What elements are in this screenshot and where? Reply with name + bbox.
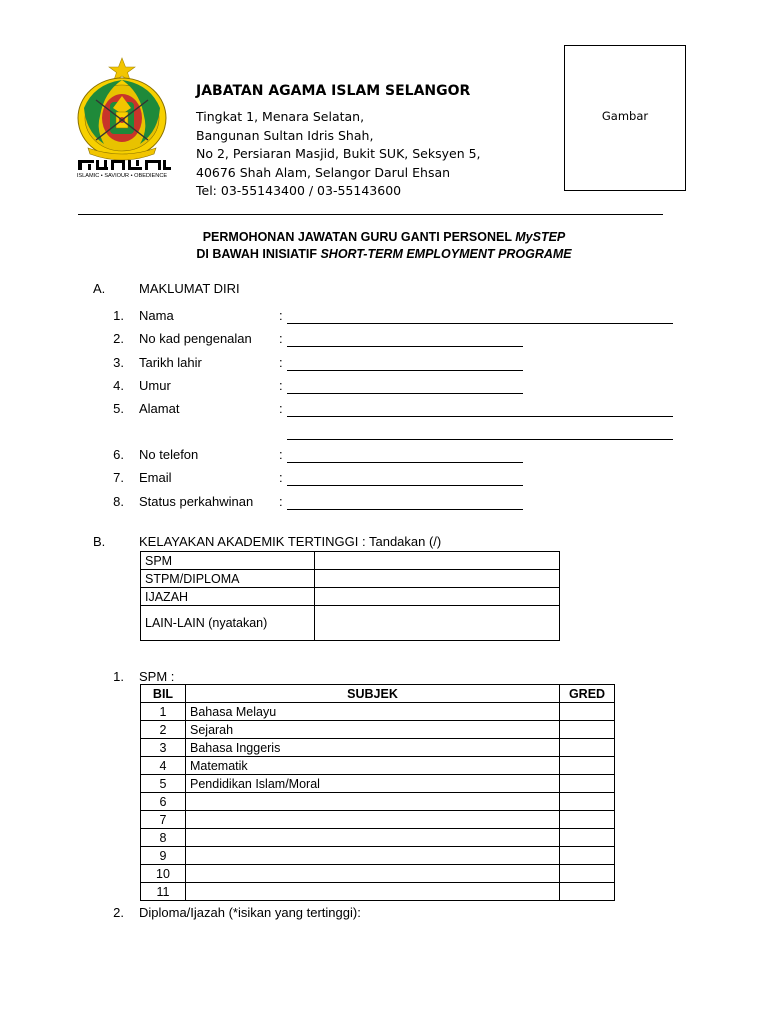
qualification-tick-cell[interactable]	[315, 588, 560, 606]
grade-cell[interactable]	[560, 703, 615, 721]
bil-cell: 6	[141, 793, 186, 811]
colon: :	[279, 494, 283, 509]
address-label: Alamat	[139, 401, 180, 416]
col-header-bil: BIL	[141, 685, 186, 703]
table-row	[141, 883, 615, 901]
qualification-label: STPM/DIPLOMA	[141, 570, 315, 588]
spm-results-table	[140, 684, 615, 901]
table-row	[141, 793, 615, 811]
address-field-line2[interactable]	[287, 439, 673, 440]
colon: :	[279, 447, 283, 462]
item-number: 8.	[113, 494, 124, 509]
item-number: 2.	[113, 905, 124, 920]
bil-cell: 5	[141, 775, 186, 793]
colon: :	[279, 355, 283, 370]
grade-cell[interactable]	[560, 811, 615, 829]
section-a-letter: A.	[93, 281, 106, 296]
table-row	[141, 570, 560, 588]
address-line: No 2, Persiaran Masjid, Bukit SUK, Seksyen 5,	[196, 146, 481, 161]
phone-field[interactable]	[287, 462, 523, 463]
subject-cell: Pendidikan Islam/Moral	[186, 775, 560, 793]
qualification-tick-cell[interactable]	[315, 552, 560, 570]
table-row	[141, 703, 615, 721]
item-number: 4.	[113, 378, 124, 393]
grade-cell[interactable]	[560, 829, 615, 847]
birthdate-label: Tarikh lahir	[139, 355, 202, 370]
form-title-line1	[0, 230, 768, 244]
section-b-letter: B.	[93, 534, 106, 549]
age-label: Umur	[139, 378, 171, 393]
subject-cell[interactable]	[186, 811, 560, 829]
table-row	[141, 552, 560, 570]
address-line: Tingkat 1, Menara Selatan,	[196, 109, 365, 124]
subject-cell: Bahasa Inggeris	[186, 739, 560, 757]
org-name: JABATAN AGAMA ISLAM SELANGOR	[196, 83, 471, 99]
table-row	[141, 606, 560, 641]
phone-label: No telefon	[139, 447, 199, 462]
table-row	[141, 865, 615, 883]
grade-cell[interactable]	[560, 757, 615, 775]
bil-cell: 1	[141, 703, 186, 721]
table-header-row	[141, 685, 615, 703]
grade-cell[interactable]	[560, 793, 615, 811]
address-block	[196, 108, 481, 201]
colon: :	[279, 378, 283, 393]
bil-cell: 9	[141, 847, 186, 865]
title-line2-text: DI BAWAH INISIATIF	[196, 247, 321, 261]
marital-status-label: Status perkahwinan	[139, 494, 254, 509]
photo-box[interactable]	[564, 45, 686, 191]
marital-status-field[interactable]	[287, 509, 523, 510]
grade-cell[interactable]	[560, 775, 615, 793]
subject-cell[interactable]	[186, 865, 560, 883]
address-line: 40676 Shah Alam, Selangor Darul Ehsan	[196, 164, 451, 180]
grade-cell[interactable]	[560, 739, 615, 757]
qualification-table	[140, 551, 560, 641]
table-row	[141, 775, 615, 793]
colon: :	[279, 308, 283, 323]
title-line1-italic: MySTEP	[515, 230, 566, 244]
subject-cell: Matematik	[186, 757, 560, 775]
colon: :	[279, 401, 283, 416]
table-row	[141, 847, 615, 865]
colon: :	[279, 331, 283, 346]
address-field-line1[interactable]	[287, 416, 673, 417]
title-line2-italic: SHORT-TERM EMPLOYMENT PROGRAME	[320, 247, 572, 261]
table-row	[141, 588, 560, 606]
qualification-tick-cell[interactable]	[315, 606, 560, 641]
grade-cell[interactable]	[560, 847, 615, 865]
subject-cell[interactable]	[186, 883, 560, 901]
bil-cell: 7	[141, 811, 186, 829]
item-number: 7.	[113, 470, 124, 485]
bil-cell: 10	[141, 865, 186, 883]
age-field[interactable]	[287, 393, 523, 394]
diploma-label: Diploma/Ijazah (*isikan yang tertinggi):	[139, 905, 361, 920]
phone-line: Tel: 03-55143400 / 03-55143600	[196, 183, 402, 198]
item-number: 2.	[113, 331, 124, 346]
subject-cell: Sejarah	[186, 721, 560, 739]
nama-label: Nama	[139, 308, 174, 323]
email-field[interactable]	[287, 485, 523, 486]
grade-cell[interactable]	[560, 883, 615, 901]
col-header-gred: GRED	[560, 685, 615, 703]
table-row	[141, 829, 615, 847]
birthdate-field[interactable]	[287, 370, 523, 371]
qualification-label: LAIN-LAIN (nyatakan)	[141, 606, 315, 641]
ic-number-field[interactable]	[287, 346, 523, 347]
qualification-label: SPM	[141, 552, 315, 570]
qualification-tick-cell[interactable]	[315, 570, 560, 588]
subject-cell[interactable]	[186, 793, 560, 811]
logo-caption: ISLAMIC • SAVIOUR • OBEDIENCE	[76, 173, 168, 178]
email-label: Email	[139, 470, 172, 485]
title-line1-text: PERMOHONAN JAWATAN GURU GANTI PERSONEL	[202, 230, 516, 244]
colon: :	[279, 470, 283, 485]
table-row	[141, 757, 615, 775]
bil-cell: 2	[141, 721, 186, 739]
nama-field[interactable]	[287, 323, 673, 324]
grade-cell[interactable]	[560, 721, 615, 739]
item-number: 1.	[113, 308, 124, 323]
subject-cell[interactable]	[186, 829, 560, 847]
header-divider	[78, 214, 663, 215]
subject-cell: Bahasa Melayu	[186, 703, 560, 721]
table-row	[141, 811, 615, 829]
address-line: Bangunan Sultan Idris Shah,	[196, 127, 374, 143]
table-row	[141, 721, 615, 739]
jais-logo	[74, 56, 176, 178]
qualification-label: IJAZAH	[141, 588, 315, 606]
item-number: 5.	[113, 401, 124, 416]
bil-cell: 3	[141, 739, 186, 757]
section-b-heading: KELAYAKAN AKADEMIK TERTINGGI : Tandakan (/)	[139, 534, 442, 549]
photo-label: Gambar	[601, 109, 649, 123]
section-a-heading: MAKLUMAT DIRI	[139, 281, 240, 296]
item-number: 6.	[113, 447, 124, 462]
form-title-line2	[0, 247, 768, 261]
bil-cell: 11	[141, 883, 186, 901]
grade-cell[interactable]	[560, 865, 615, 883]
table-row	[141, 739, 615, 757]
item-number: 1.	[113, 669, 124, 684]
bil-cell: 8	[141, 829, 186, 847]
col-header-subjek: SUBJEK	[186, 685, 560, 703]
spm-label: SPM :	[139, 669, 175, 684]
item-number: 3.	[113, 355, 124, 370]
ic-number-label: No kad pengenalan	[139, 331, 252, 346]
subject-cell[interactable]	[186, 847, 560, 865]
bil-cell: 4	[141, 757, 186, 775]
